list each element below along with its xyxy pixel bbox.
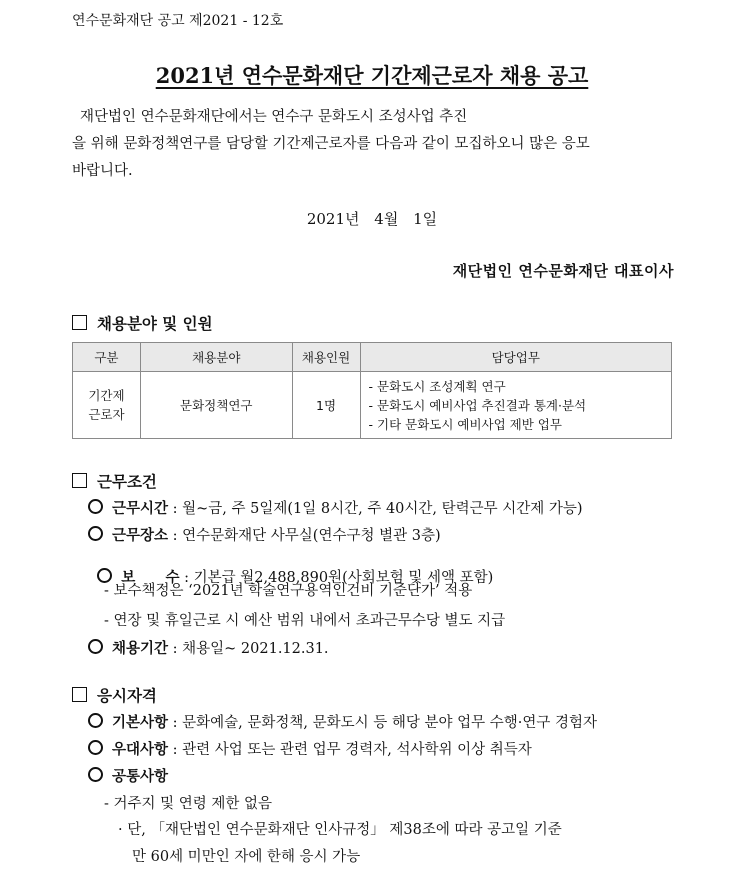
item-value: : 월~금, 주 5일제(1일 8시간, 주 40시간, 탄력근무 시간제 가능) — [168, 501, 583, 517]
qualification-common — [88, 765, 168, 786]
checkbox-square-icon — [72, 687, 87, 702]
section-qualifications-heading — [72, 684, 157, 706]
circle-bullet-icon — [88, 499, 103, 514]
announcement-date — [0, 208, 744, 229]
condition-place — [88, 524, 441, 545]
checkbox-square-icon — [72, 315, 87, 330]
intro-line: 을 위해 문화정책연구를 담당할 기간제근로자를 다음과 같이 모집하오니 많은 응모 — [72, 136, 590, 152]
section-conditions-heading — [72, 470, 157, 492]
section-title: 근무조건 — [97, 472, 157, 491]
field-cell: 문화정책연구 — [140, 372, 292, 439]
circle-bullet-icon — [88, 526, 103, 541]
category-line: 근로자 — [88, 407, 125, 422]
circle-bullet-icon — [88, 639, 103, 654]
signer: 재단법인 연수문화재단 대표이사 — [452, 262, 674, 280]
common-exception: · 단, 「재단법인 연수문화재단 인사규정」 제38조에 따라 공고일 기준 — [118, 822, 562, 838]
item-value: : 문화예술, 문화정책, 문화도시 등 해당 분야 업무 수행·연구 경험자 — [168, 715, 598, 731]
common-note: - 거주지 및 연령 제한 없음 — [104, 796, 273, 812]
item-value: : 관련 사업 또는 관련 업무 경력자, 석사학위 이상 취득자 — [168, 742, 532, 758]
section-recruitment-heading — [72, 312, 213, 334]
column-header: 채용분야 — [140, 343, 292, 372]
condition-period — [88, 637, 329, 658]
duty-item: - 문화도시 예비사업 추진결과 통계·분석 — [368, 397, 587, 413]
count-cell: 1명 — [292, 372, 360, 439]
item-label: 보 수 — [121, 569, 180, 586]
item-label: 채용기간 — [112, 640, 169, 657]
qualification-basic — [88, 711, 597, 732]
duty-item: - 기타 문화도시 예비사업 제반 업무 — [368, 416, 562, 432]
checkbox-square-icon — [72, 473, 87, 488]
category-cell — [73, 372, 141, 439]
column-header: 구분 — [73, 343, 141, 372]
column-header: 채용인원 — [292, 343, 360, 372]
duty-item: - 문화도시 조성계획 연구 — [368, 378, 506, 394]
intro-line: 바랍니다. — [72, 163, 133, 179]
date-day: 1일 — [413, 210, 438, 228]
section-title: 채용분야 및 인원 — [97, 314, 213, 333]
date-month: 4월 — [374, 210, 399, 228]
duties-cell — [360, 372, 671, 439]
qualification-preferred — [88, 738, 532, 759]
table-header-row — [73, 343, 672, 372]
circle-bullet-icon — [88, 767, 103, 782]
intro-paragraph — [72, 104, 672, 185]
item-value: : 채용일~ 2021.12.31. — [168, 641, 329, 657]
condition-hours — [88, 497, 583, 518]
intro-line: 재단법인 연수문화재단에서는 연수구 문화도시 조성사업 추진 — [80, 109, 468, 125]
item-value: : 기본급 월2,488,890원(사회보험 및 세액 포함) — [179, 570, 494, 586]
item-label: 근무장소 — [112, 527, 169, 544]
table-row — [73, 372, 672, 439]
page-title: 2021년 연수문화재단 기간제근로자 채용 공고 — [155, 63, 589, 88]
pay-note: - 보수책정은 ‘2021년 학술연구용역인건비 기준단가’ 적용 — [104, 583, 473, 599]
date-year: 2021년 — [306, 210, 360, 228]
item-label: 기본사항 — [112, 714, 169, 731]
circle-bullet-icon — [88, 713, 103, 728]
section-title: 응시자격 — [97, 686, 157, 705]
item-value: : 연수문화재단 사무실(연수구청 별관 3층) — [168, 528, 441, 544]
common-exception-continued: 만 60세 미만인 자에 한해 응시 가능 — [132, 849, 361, 865]
column-header: 담당업무 — [360, 343, 671, 372]
item-label: 공통사항 — [112, 768, 169, 785]
document-number: 연수문화재단 공고 제2021 - 12호 — [72, 13, 284, 29]
item-label: 근무시간 — [112, 500, 169, 517]
pay-note: - 연장 및 휴일근로 시 예산 범위 내에서 초과근무수당 별도 지급 — [104, 613, 506, 629]
category-line: 기간제 — [88, 388, 125, 403]
recruitment-table — [72, 342, 672, 439]
item-label: 우대사항 — [112, 741, 169, 758]
circle-bullet-icon — [88, 740, 103, 755]
